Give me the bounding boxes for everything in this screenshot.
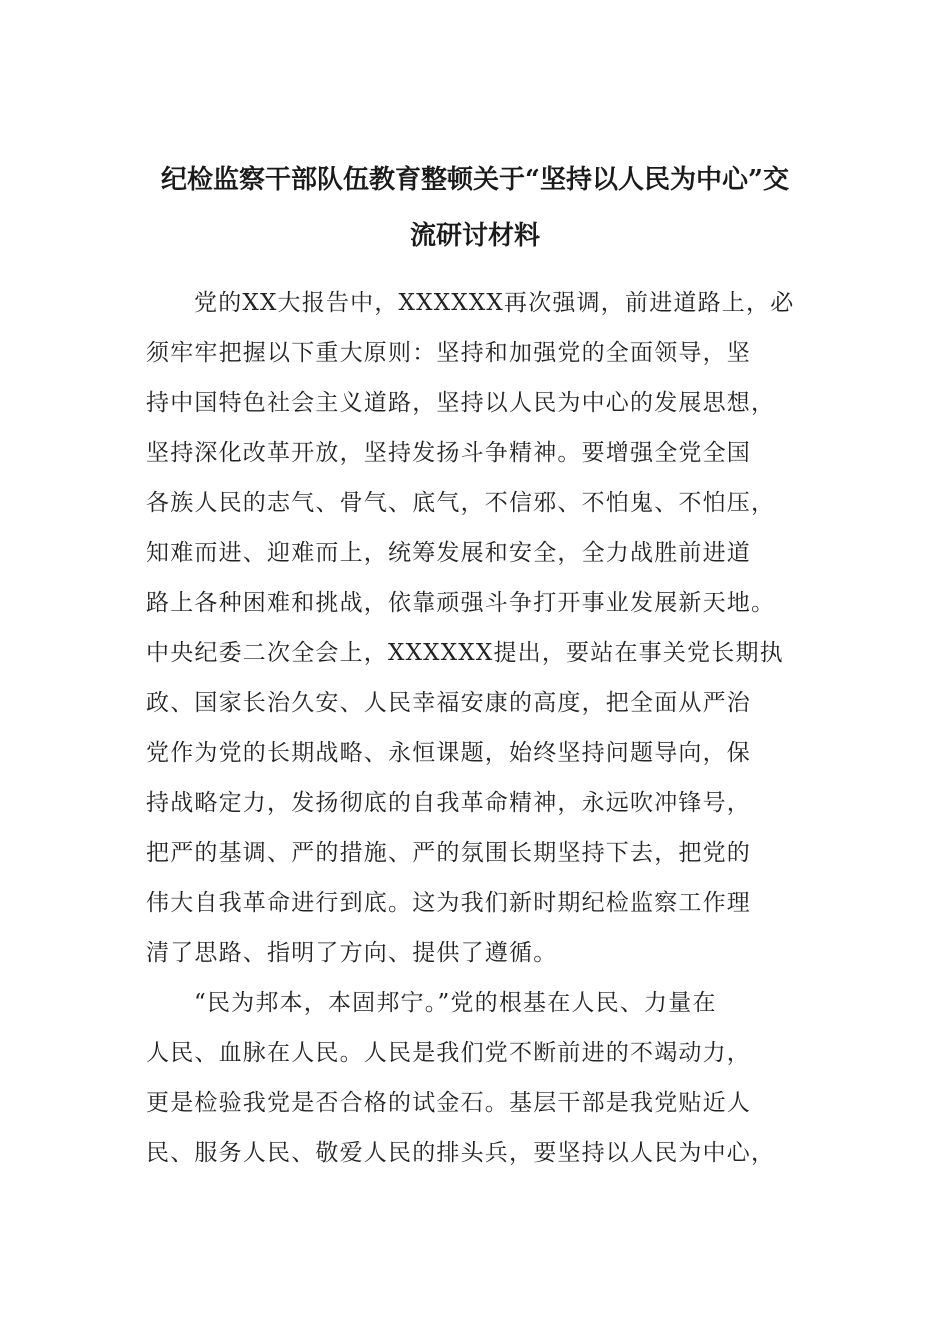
paragraph-line: 知难而进、迎难而上，统筹发展和安全，全力战胜前进道: [146, 540, 751, 566]
title-line: 流研讨材料: [409, 221, 540, 251]
paragraph-line: 更是检验我党是否合格的试金石。基层干部是我党贴近人: [146, 1090, 751, 1116]
paragraph-line: 党的XX大报告中，XXXXXX再次强调，前进道路上，必: [194, 290, 795, 316]
paragraph-line: 伟大自我革命进行到底。这为我们新时期纪检监察工作理: [146, 890, 751, 916]
document-body: [146, 278, 806, 1178]
paragraph-line: 人民、血脉在人民。人民是我们党不断前进的不竭动力，: [146, 1040, 751, 1066]
title-line: 纪检监察干部队伍教育整顿关于“坚持以人民为中心”交: [161, 165, 789, 195]
document-title: [140, 152, 810, 264]
paragraph-line: 持中国特色社会主义道路，坚持以人民为中心的发展思想，: [146, 390, 776, 416]
paragraph-line: 持战略定力，发扬彻底的自我革命精神，永远吹冲锋号，: [146, 790, 751, 816]
paragraph-line: 中央纪委二次全会上，XXXXXX提出，要站在事关党长期执: [146, 640, 784, 666]
paragraph-line: 民、服务人民、敬爱人民的排头兵，要坚持以人民为中心，: [146, 1140, 776, 1166]
paragraph-line: 党作为党的长期战略、永恒课题，始终坚持问题导向，保: [146, 740, 751, 766]
paragraph-line: 须牢牢把握以下重大原则：坚持和加强党的全面领导，坚: [146, 340, 751, 366]
paragraph-line: 坚持深化改革开放，坚持发扬斗争精神。要增强全党全国: [146, 440, 751, 466]
paragraph-line: 各族人民的志气、骨气、底气，不信邪、不怕鬼、不怕压，: [146, 490, 776, 516]
paragraph-line: 把严的基调、严的措施、严的氛围长期坚持下去，把党的: [146, 840, 751, 866]
paragraph-line: 清了思路、指明了方向、提供了遵循。: [146, 940, 558, 966]
paragraph-line: 路上各种困难和挑战，依靠顽强斗争打开事业发展新天地。: [146, 590, 776, 616]
paragraph-line: “民为邦本，本固邦宁。”党的根基在人民、力量在: [194, 990, 717, 1016]
paragraph-line: 政、国家长治久安、人民幸福安康的高度，把全面从严治: [146, 690, 751, 716]
